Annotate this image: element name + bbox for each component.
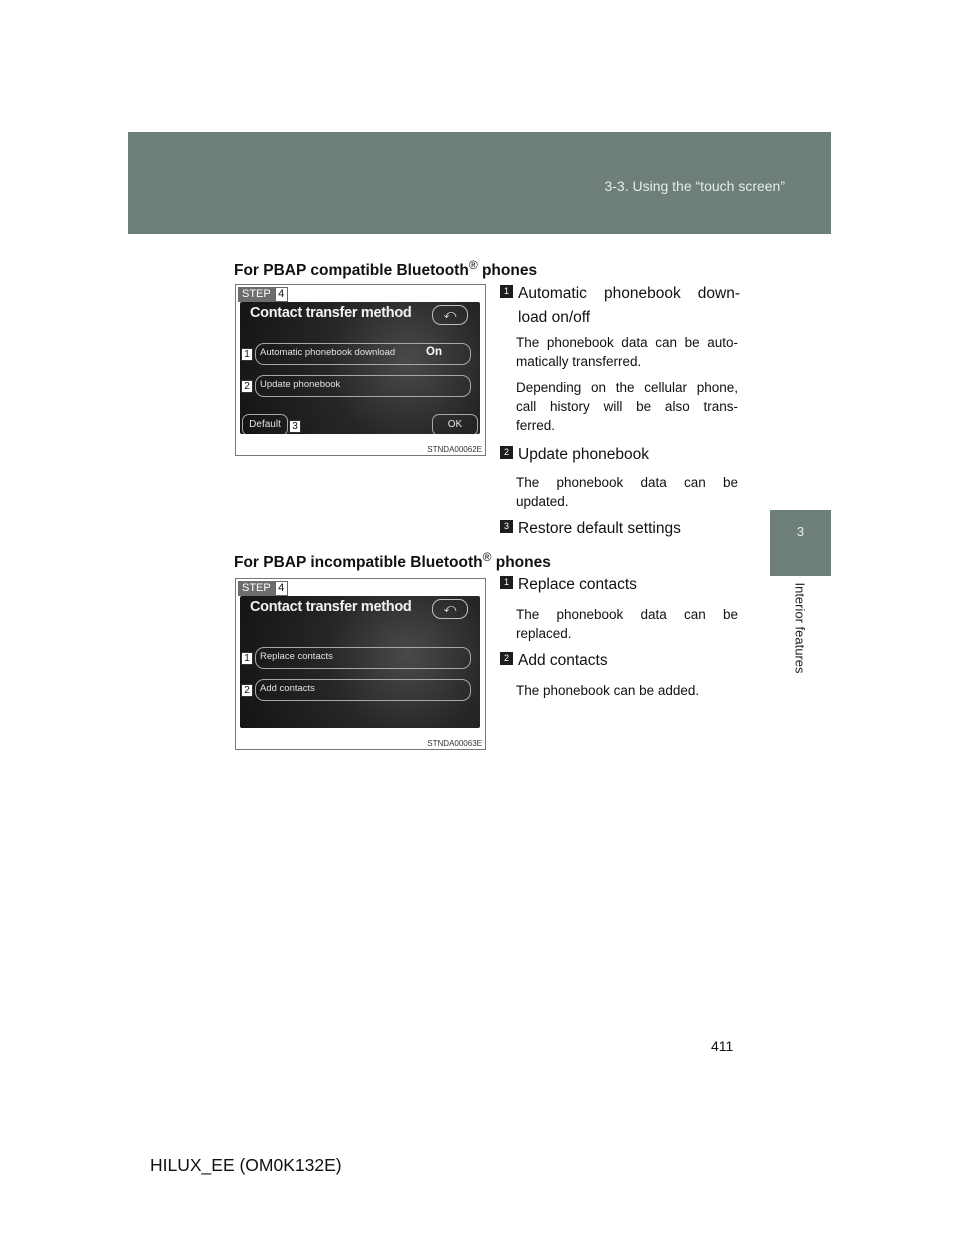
screen-illustration-incompatible (235, 578, 486, 750)
item-title-line: load on/off (518, 309, 591, 326)
screen-title: Contact transfer method (250, 599, 412, 615)
item-description (516, 333, 738, 371)
desc-line: The phonebook data can be auto- (516, 335, 738, 350)
step-word: STEP (238, 581, 275, 596)
automatic-download-button[interactable] (255, 343, 471, 365)
section-title: 3-3. Using the “touch screen” (604, 178, 785, 194)
item-description (516, 473, 738, 511)
list-item (500, 649, 608, 673)
screen-title: Contact transfer method (250, 305, 412, 321)
item-description (516, 605, 738, 643)
desc-line: The phonebook data can be (516, 607, 738, 622)
back-button[interactable]: ⤺ (432, 305, 468, 325)
registered-mark: ® (468, 258, 478, 272)
compatible-heading-text: For PBAP compatible Bluetooth (234, 262, 469, 280)
list-item (500, 443, 649, 467)
chapter-label: Interior features (792, 582, 808, 674)
item-number-badge: 2 (500, 446, 513, 459)
item-number-badge: 1 (500, 576, 513, 589)
desc-line: updated. (516, 494, 569, 509)
incompatible-heading-text: For PBAP incompatible Bluetooth (234, 554, 483, 572)
callout-1: 1 (241, 652, 253, 665)
document-code: HILUX_EE (OM0K132E) (150, 1155, 342, 1175)
add-contacts-label: Add contacts (260, 683, 315, 694)
desc-line: replaced. (516, 626, 572, 641)
callout-2: 2 (241, 684, 253, 697)
item-number-badge: 3 (500, 520, 513, 533)
figure-code: STNDA00062E (427, 445, 482, 454)
replace-contacts-button[interactable] (255, 647, 471, 669)
header-band (128, 132, 831, 234)
desc-line: ferred. (516, 418, 556, 433)
item-title: Replace contacts (518, 576, 637, 593)
screen-illustration-compatible (235, 284, 486, 456)
automatic-download-value: On (426, 346, 442, 358)
list-item (500, 517, 681, 541)
item-title: Restore default settings (518, 520, 681, 537)
desc-line: matically transferred. (516, 354, 642, 369)
compatible-heading (234, 258, 537, 280)
add-contacts-button[interactable] (255, 679, 471, 701)
item-title: Update phonebook (518, 446, 650, 463)
item-number-badge: 2 (500, 652, 513, 665)
desc-line: Depending on the cellular phone, (516, 380, 738, 395)
update-phonebook-label: Update phonebook (260, 379, 341, 390)
back-button[interactable]: ⤺ (432, 599, 468, 619)
registered-mark: ® (482, 550, 492, 564)
callout-2: 2 (241, 380, 253, 393)
incompatible-heading-end: phones (495, 554, 551, 572)
callout-3: 3 (289, 420, 301, 433)
compatible-heading-end: phones (481, 262, 538, 280)
chapter-number: 3 (796, 524, 805, 539)
chapter-tab (770, 510, 831, 576)
step-indicator (238, 287, 288, 302)
automatic-download-label: Automatic phonebook download (260, 347, 396, 358)
item-title: Add contacts (518, 652, 608, 669)
item-title-line: Automatic phonebook down- (518, 285, 740, 302)
item-number-badge: 1 (500, 285, 513, 298)
default-button[interactable]: Default (242, 414, 288, 434)
callout-1: 1 (241, 348, 253, 361)
touch-screen (240, 302, 480, 434)
touch-screen (240, 596, 480, 728)
page-number: 411 (711, 1038, 734, 1054)
figure-code: STNDA00063E (427, 739, 482, 748)
list-item (500, 573, 637, 597)
replace-contacts-label: Replace contacts (260, 651, 333, 662)
step-word: STEP (238, 287, 275, 302)
item-description: The phonebook can be added. (516, 683, 700, 698)
desc-line: call history will be also trans- (516, 399, 738, 414)
step-indicator (238, 581, 288, 596)
incompatible-heading (234, 550, 551, 572)
ok-button[interactable]: OK (432, 414, 478, 434)
update-phonebook-button[interactable] (255, 375, 471, 397)
list-item (500, 282, 740, 330)
desc-line: The phonebook data can be (516, 475, 738, 490)
step-number: 4 (275, 287, 288, 302)
item-description (516, 378, 738, 435)
step-number: 4 (275, 581, 288, 596)
